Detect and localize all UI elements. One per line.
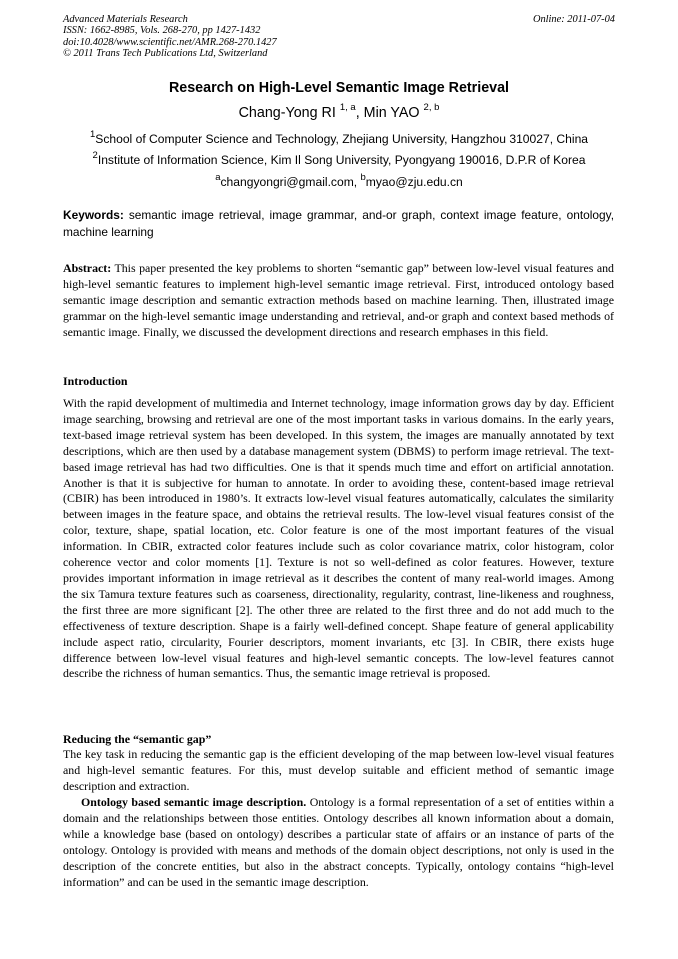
introduction-paragraph: With the rapid development of multimedia and Internet technology, image information grows day by day. Efficient image searching, browsing and retrieval are one of the most important tasks in various domains. In the early years, text-based image retrieval system has been developed. In this system, the images are manually annotated by text descriptions, which are then used by a database management system (DBMS) to perform image retrieval. The text-based image retrieval has had two difficulties. One is that it spends much time and effort on artificial annotation. Another is that it is subjective for human to annotate. In order to avoiding these, content-based image retrieval (CBIR) has been introduced in 1980’s. It extracts low-level visual features automatically, calculates the similarity between images in the feature space, and obtains the retrieval results. The low-level visual features consist of the color, texture, shape, spatial location, etc. Color feature is one of the most important features of the visual information. In CBIR, extracted color features include such as color covariance matrix, color histogram, color coherence vector and color moments [1]. Texture is not so well-defined as color features. However, texture provides important information in image retrieval as it describes the content of many real-world images. Among the six Tamura texture features such as coarseness, directionality, regularity, contrast, line-likeness and roughness, the first three are more significant [2]. The other three are related to the first three and do not add much to the effectiveness of texture description. Shape is a fairly well-defined concept. Shape feature of general applicability include aspect ratio, circularity, Fourier descriptors, moment invariants, etc [3]. In CBIR, there exists huge difference between low-level visual features and high-level semantic concepts. The low-level features cannot describe the richness of human semantics. Thus, the semantic image retrieval is proposed. xyxy=(63,396,614,681)
doi-line: doi:10.4028/www.scientific.net/AMR.268-270.1427 xyxy=(63,36,277,48)
author-1: Chang-Yong RI xyxy=(238,104,336,121)
author-1-sup: 1, a xyxy=(339,102,356,113)
author-emails xyxy=(40,173,638,189)
abstract xyxy=(63,261,614,341)
affiliation-1 xyxy=(40,130,638,146)
email-1-sup: a xyxy=(215,172,221,183)
section-heading-introduction: Introduction xyxy=(63,374,128,388)
affiliation-2-text: Institute of Information Science, Kim Il Song University, Pyongyang 190016, D.P.R of Korea xyxy=(97,153,586,168)
ontology-label: Ontology based semantic image description. xyxy=(81,795,307,809)
reducing-gap-paragraph: The key task in reducing the semantic gap is the efficient developing of the map between low-level visual features and high-level semantic features. For this, must develop suitable and efficient method of semantic image description and extraction. xyxy=(63,747,614,793)
author-list xyxy=(40,103,638,121)
online-date: Online: 2011-07-04 xyxy=(532,14,615,25)
author-2-sup: 2, b xyxy=(423,102,440,113)
email-1: changyongri@gmail.com, xyxy=(220,175,361,190)
abstract-label: Abstract: xyxy=(63,261,112,275)
affiliation-2-sup: 2 xyxy=(92,150,98,161)
ontology-paragraph xyxy=(63,795,614,890)
abstract-text: This paper presented the key problems to shorten “semantic gap” between low-level visual features and high-level semantic features to implement high-level semantic image retrieval. First, introduced ontology based semantic image description and semantic extraction methods based on machine learning. Then, illustrated image grammar on the high-level semantic image understanding and retrieval, and-or graph and context based methods of semantic image. Finally, we discussed the development directions and research emphases in this field. xyxy=(63,261,614,339)
journal-name: Advanced Materials Research xyxy=(63,14,188,25)
section-heading-reducing-gap: Reducing the “semantic gap” xyxy=(63,732,212,746)
affiliation-1-sup: 1 xyxy=(89,129,96,140)
issn-line: ISSN: 1662-8985, Vols. 268-270, pp 1427-1432 xyxy=(63,25,261,37)
affiliation-1-text: School of Computer Science and Technology, Zhejiang University, Hangzhou 310027, China xyxy=(95,132,589,147)
ontology-text: Ontology is a formal representation of a set of entities within a domain and the relationships between those entities. Ontology describes all known information about a domain, while a knowledge base (based on ontology) describes a particular state of affairs or an instance of parts of the ontology. Ontology is provided with means and methods of the domain object descriptions, not only is used in the description of the concrete entities, but also in the abstract concepts. Typically, ontology contains “high-level information” and can be used in the semantic image description. xyxy=(63,795,614,889)
keywords-label: Keywords: xyxy=(63,208,124,222)
keywords-text: semantic image retrieval, image grammar, and-or graph, context image feature, ontology, machine learning xyxy=(63,208,614,239)
publication-header xyxy=(63,14,615,60)
paper-title: Research on High-Level Semantic Image Retrieval xyxy=(168,80,510,96)
copyright-line: © 2011 Trans Tech Publications Ltd, Switzerland xyxy=(63,48,268,60)
author-2: Min YAO xyxy=(363,104,420,121)
keywords xyxy=(63,207,614,240)
author-separator: , xyxy=(355,104,364,121)
email-2-sup: b xyxy=(360,172,366,183)
affiliation-2 xyxy=(40,151,638,167)
email-2: myao@zju.edu.cn xyxy=(365,175,463,190)
